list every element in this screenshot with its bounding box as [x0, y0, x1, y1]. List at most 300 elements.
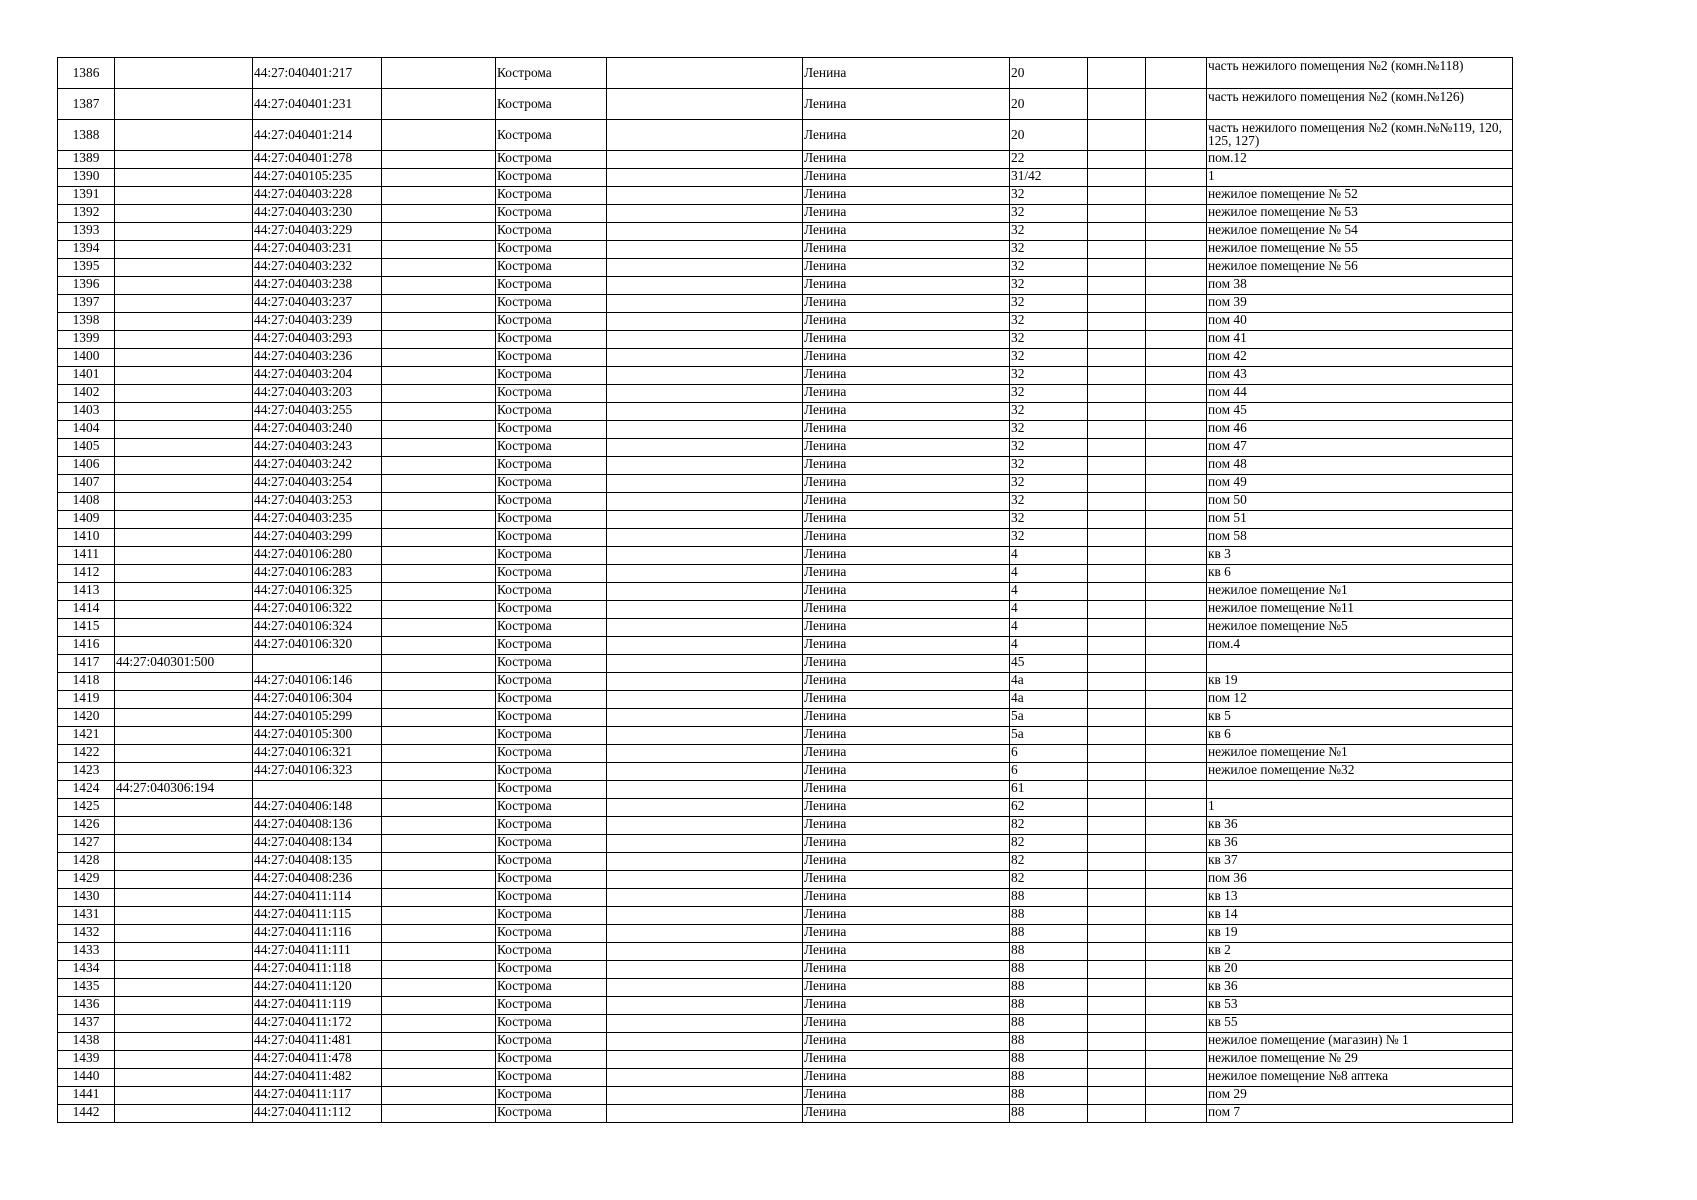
empty-cell [607, 169, 803, 187]
empty-cell [1088, 1105, 1146, 1123]
house-number: 88 [1010, 961, 1088, 979]
street-name: Ленина [803, 655, 1010, 673]
street-name: Ленина [803, 259, 1010, 277]
premises-description: нежилое помещение №8 аптека [1207, 1069, 1513, 1087]
empty-cell [1088, 403, 1146, 421]
land-cadastral-number [115, 223, 253, 241]
object-cadastral-number: 44:27:040401:214 [253, 120, 382, 151]
city-name: Кострома [496, 439, 607, 457]
premises-description: пом 38 [1207, 277, 1513, 295]
land-cadastral-number [115, 421, 253, 439]
row-number: 1424 [58, 781, 115, 799]
table-row [58, 835, 1513, 853]
premises-description: пом 29 [1207, 1087, 1513, 1105]
house-number: 32 [1010, 313, 1088, 331]
empty-cell [1146, 421, 1207, 439]
house-number: 4 [1010, 637, 1088, 655]
table-row [58, 601, 1513, 619]
object-cadastral-number: 44:27:040411:478 [253, 1051, 382, 1069]
land-cadastral-number [115, 871, 253, 889]
empty-cell [1088, 943, 1146, 961]
street-name: Ленина [803, 331, 1010, 349]
street-name: Ленина [803, 403, 1010, 421]
object-cadastral-number: 44:27:040411:111 [253, 943, 382, 961]
table-row [58, 1069, 1513, 1087]
empty-cell [607, 1051, 803, 1069]
table-row [58, 943, 1513, 961]
object-cadastral-number: 44:27:040403:228 [253, 187, 382, 205]
city-name: Кострома [496, 187, 607, 205]
land-cadastral-number [115, 1051, 253, 1069]
house-number: 4 [1010, 601, 1088, 619]
empty-cell [607, 1033, 803, 1051]
land-cadastral-number [115, 58, 253, 89]
row-number: 1427 [58, 835, 115, 853]
street-name: Ленина [803, 601, 1010, 619]
empty-cell [1088, 655, 1146, 673]
empty-cell [607, 835, 803, 853]
row-number: 1413 [58, 583, 115, 601]
empty-cell [607, 295, 803, 313]
table-row [58, 277, 1513, 295]
empty-cell [1088, 997, 1146, 1015]
row-number: 1429 [58, 871, 115, 889]
empty-cell [382, 979, 496, 997]
land-cadastral-number [115, 1069, 253, 1087]
street-name: Ленина [803, 1087, 1010, 1105]
city-name: Кострома [496, 1033, 607, 1051]
premises-description: пом 48 [1207, 457, 1513, 475]
land-cadastral-number [115, 907, 253, 925]
land-cadastral-number [115, 475, 253, 493]
object-cadastral-number: 44:27:040106:146 [253, 673, 382, 691]
city-name: Кострома [496, 691, 607, 709]
row-number: 1398 [58, 313, 115, 331]
empty-cell [382, 187, 496, 205]
row-number: 1403 [58, 403, 115, 421]
empty-cell [1146, 979, 1207, 997]
house-number: 4а [1010, 673, 1088, 691]
table-row [58, 745, 1513, 763]
empty-cell [1088, 1051, 1146, 1069]
street-name: Ленина [803, 1033, 1010, 1051]
empty-cell [607, 241, 803, 259]
empty-cell [1146, 637, 1207, 655]
empty-cell [382, 241, 496, 259]
house-number: 32 [1010, 349, 1088, 367]
city-name: Кострома [496, 745, 607, 763]
table-row [58, 871, 1513, 889]
land-cadastral-number [115, 673, 253, 691]
house-number: 88 [1010, 943, 1088, 961]
premises-description: пом 43 [1207, 367, 1513, 385]
street-name: Ленина [803, 1105, 1010, 1123]
empty-cell [607, 1069, 803, 1087]
table-row [58, 979, 1513, 997]
city-name: Кострома [496, 151, 607, 169]
empty-cell [1146, 619, 1207, 637]
object-cadastral-number: 44:27:040411:112 [253, 1105, 382, 1123]
empty-cell [1088, 547, 1146, 565]
street-name: Ленина [803, 781, 1010, 799]
land-cadastral-number [115, 89, 253, 120]
city-name: Кострома [496, 295, 607, 313]
street-name: Ленина [803, 439, 1010, 457]
empty-cell [607, 367, 803, 385]
city-name: Кострома [496, 120, 607, 151]
street-name: Ленина [803, 1069, 1010, 1087]
empty-cell [1146, 925, 1207, 943]
empty-cell [607, 673, 803, 691]
house-number: 31/42 [1010, 169, 1088, 187]
empty-cell [607, 439, 803, 457]
row-number: 1438 [58, 1033, 115, 1051]
land-cadastral-number [115, 529, 253, 547]
object-cadastral-number: 44:27:040411:119 [253, 997, 382, 1015]
object-cadastral-number: 44:27:040411:118 [253, 961, 382, 979]
premises-description: нежилое помещение (магазин) № 1 [1207, 1033, 1513, 1051]
empty-cell [607, 997, 803, 1015]
street-name: Ленина [803, 349, 1010, 367]
empty-cell [1146, 313, 1207, 331]
object-cadastral-number: 44:27:040403:240 [253, 421, 382, 439]
city-name: Кострома [496, 673, 607, 691]
empty-cell [1146, 511, 1207, 529]
empty-cell [1146, 205, 1207, 223]
empty-cell [1146, 529, 1207, 547]
empty-cell [382, 655, 496, 673]
table-row [58, 817, 1513, 835]
row-number: 1405 [58, 439, 115, 457]
house-number: 62 [1010, 799, 1088, 817]
object-cadastral-number: 44:27:040106:322 [253, 601, 382, 619]
city-name: Кострома [496, 763, 607, 781]
street-name: Ленина [803, 871, 1010, 889]
premises-description: пом 7 [1207, 1105, 1513, 1123]
row-number: 1416 [58, 637, 115, 655]
street-name: Ленина [803, 169, 1010, 187]
premises-description: пом 51 [1207, 511, 1513, 529]
street-name: Ленина [803, 673, 1010, 691]
premises-description: кв 55 [1207, 1015, 1513, 1033]
empty-cell [607, 565, 803, 583]
house-number: 61 [1010, 781, 1088, 799]
land-cadastral-number [115, 619, 253, 637]
table-row [58, 925, 1513, 943]
premises-description: нежилое помещение №1 [1207, 745, 1513, 763]
row-number: 1419 [58, 691, 115, 709]
premises-description: часть нежилого помещения №2 (комн.№№119, 120, 125, 127) [1207, 120, 1513, 151]
object-cadastral-number: 44:27:040411:482 [253, 1069, 382, 1087]
empty-cell [1146, 403, 1207, 421]
city-name: Кострома [496, 817, 607, 835]
empty-cell [382, 475, 496, 493]
city-name: Кострома [496, 727, 607, 745]
table-row [58, 223, 1513, 241]
table-row [58, 241, 1513, 259]
empty-cell [1146, 385, 1207, 403]
empty-cell [382, 889, 496, 907]
premises-description: кв 6 [1207, 727, 1513, 745]
empty-cell [1088, 241, 1146, 259]
empty-cell [1088, 367, 1146, 385]
premises-description: нежилое помещение № 29 [1207, 1051, 1513, 1069]
premises-description: пом 58 [1207, 529, 1513, 547]
object-cadastral-number: 44:27:040408:136 [253, 817, 382, 835]
house-number: 32 [1010, 529, 1088, 547]
empty-cell [1088, 979, 1146, 997]
empty-cell [607, 583, 803, 601]
empty-cell [607, 943, 803, 961]
empty-cell [607, 817, 803, 835]
empty-cell [382, 943, 496, 961]
empty-cell [382, 259, 496, 277]
empty-cell [1088, 583, 1146, 601]
object-cadastral-number: 44:27:040403:203 [253, 385, 382, 403]
object-cadastral-number: 44:27:040408:135 [253, 853, 382, 871]
row-number: 1414 [58, 601, 115, 619]
empty-cell [382, 120, 496, 151]
table-row [58, 565, 1513, 583]
row-number: 1432 [58, 925, 115, 943]
land-cadastral-number [115, 385, 253, 403]
empty-cell [1146, 493, 1207, 511]
land-cadastral-number [115, 1105, 253, 1123]
empty-cell [607, 691, 803, 709]
row-number: 1420 [58, 709, 115, 727]
table-row [58, 529, 1513, 547]
empty-cell [607, 619, 803, 637]
street-name: Ленина [803, 421, 1010, 439]
row-number: 1441 [58, 1087, 115, 1105]
table-row [58, 120, 1513, 151]
table-row [58, 349, 1513, 367]
empty-cell [1088, 151, 1146, 169]
premises-description: нежилое помещение №32 [1207, 763, 1513, 781]
empty-cell [382, 223, 496, 241]
empty-cell [382, 277, 496, 295]
empty-cell [607, 223, 803, 241]
empty-cell [1088, 58, 1146, 89]
land-cadastral-number [115, 313, 253, 331]
land-cadastral-number [115, 745, 253, 763]
empty-cell [1088, 673, 1146, 691]
premises-description: кв 2 [1207, 943, 1513, 961]
empty-cell [1088, 205, 1146, 223]
object-cadastral-number: 44:27:040106:325 [253, 583, 382, 601]
city-name: Кострома [496, 277, 607, 295]
empty-cell [382, 925, 496, 943]
house-number: 32 [1010, 205, 1088, 223]
street-name: Ленина [803, 799, 1010, 817]
empty-cell [382, 961, 496, 979]
empty-cell [607, 120, 803, 151]
empty-cell [1088, 925, 1146, 943]
premises-description: пом 44 [1207, 385, 1513, 403]
street-name: Ленина [803, 763, 1010, 781]
street-name: Ленина [803, 565, 1010, 583]
table-row [58, 997, 1513, 1015]
empty-cell [1146, 223, 1207, 241]
row-number: 1391 [58, 187, 115, 205]
city-name: Кострома [496, 943, 607, 961]
city-name: Кострома [496, 637, 607, 655]
city-name: Кострома [496, 223, 607, 241]
empty-cell [382, 781, 496, 799]
empty-cell [382, 673, 496, 691]
object-cadastral-number: 44:27:040411:117 [253, 1087, 382, 1105]
object-cadastral-number: 44:27:040403:204 [253, 367, 382, 385]
row-number: 1417 [58, 655, 115, 673]
empty-cell [1146, 1033, 1207, 1051]
table-row [58, 169, 1513, 187]
empty-cell [382, 367, 496, 385]
row-number: 1386 [58, 58, 115, 89]
house-number: 5а [1010, 709, 1088, 727]
row-number: 1387 [58, 89, 115, 120]
city-name: Кострома [496, 601, 607, 619]
land-cadastral-number [115, 817, 253, 835]
city-name: Кострома [496, 58, 607, 89]
empty-cell [382, 313, 496, 331]
city-name: Кострома [496, 259, 607, 277]
empty-cell [607, 475, 803, 493]
row-number: 1395 [58, 259, 115, 277]
street-name: Ленина [803, 709, 1010, 727]
land-cadastral-number [115, 961, 253, 979]
table-row [58, 367, 1513, 385]
empty-cell [607, 709, 803, 727]
table-row [58, 421, 1513, 439]
land-cadastral-number [115, 601, 253, 619]
empty-cell [1146, 1051, 1207, 1069]
empty-cell [382, 385, 496, 403]
land-cadastral-number [115, 169, 253, 187]
empty-cell [382, 1051, 496, 1069]
empty-cell [607, 529, 803, 547]
object-cadastral-number: 44:27:040105:300 [253, 727, 382, 745]
object-cadastral-number: 44:27:040411:172 [253, 1015, 382, 1033]
street-name: Ленина [803, 691, 1010, 709]
street-name: Ленина [803, 1051, 1010, 1069]
empty-cell [1088, 89, 1146, 120]
premises-description: пом 47 [1207, 439, 1513, 457]
city-name: Кострома [496, 1015, 607, 1033]
house-number: 4 [1010, 547, 1088, 565]
house-number: 45 [1010, 655, 1088, 673]
premises-description: нежилое помещение №11 [1207, 601, 1513, 619]
empty-cell [382, 169, 496, 187]
city-name: Кострома [496, 349, 607, 367]
empty-cell [382, 1087, 496, 1105]
empty-cell [1088, 763, 1146, 781]
premises-description: пом 45 [1207, 403, 1513, 421]
table-row [58, 727, 1513, 745]
table-row [58, 58, 1513, 89]
row-number: 1397 [58, 295, 115, 313]
city-name: Кострома [496, 619, 607, 637]
city-name: Кострома [496, 835, 607, 853]
house-number: 88 [1010, 979, 1088, 997]
empty-cell [1146, 763, 1207, 781]
row-number: 1442 [58, 1105, 115, 1123]
empty-cell [607, 205, 803, 223]
house-number: 32 [1010, 439, 1088, 457]
row-number: 1434 [58, 961, 115, 979]
empty-cell [1146, 277, 1207, 295]
empty-cell [382, 763, 496, 781]
empty-cell [607, 457, 803, 475]
land-cadastral-number [115, 241, 253, 259]
premises-description: пом 12 [1207, 691, 1513, 709]
empty-cell [1088, 637, 1146, 655]
premises-description: пом 46 [1207, 421, 1513, 439]
row-number: 1394 [58, 241, 115, 259]
empty-cell [1088, 331, 1146, 349]
street-name: Ленина [803, 727, 1010, 745]
object-cadastral-number: 44:27:040403:238 [253, 277, 382, 295]
row-number: 1404 [58, 421, 115, 439]
table-row [58, 907, 1513, 925]
street-name: Ленина [803, 925, 1010, 943]
land-cadastral-number [115, 925, 253, 943]
empty-cell [1146, 151, 1207, 169]
house-number: 4 [1010, 583, 1088, 601]
empty-cell [1146, 187, 1207, 205]
street-name: Ленина [803, 295, 1010, 313]
empty-cell [382, 997, 496, 1015]
empty-cell [607, 655, 803, 673]
empty-cell [382, 691, 496, 709]
empty-cell [1088, 619, 1146, 637]
table-row [58, 151, 1513, 169]
object-cadastral-number: 44:27:040403:253 [253, 493, 382, 511]
empty-cell [1146, 349, 1207, 367]
table-row [58, 1015, 1513, 1033]
empty-cell [607, 745, 803, 763]
house-number: 32 [1010, 223, 1088, 241]
land-cadastral-number [115, 259, 253, 277]
empty-cell [607, 331, 803, 349]
house-number: 4 [1010, 565, 1088, 583]
city-name: Кострома [496, 853, 607, 871]
row-number: 1411 [58, 547, 115, 565]
empty-cell [382, 205, 496, 223]
empty-cell [1146, 853, 1207, 871]
street-name: Ленина [803, 151, 1010, 169]
street-name: Ленина [803, 637, 1010, 655]
empty-cell [1146, 241, 1207, 259]
empty-cell [607, 349, 803, 367]
city-name: Кострома [496, 907, 607, 925]
city-name: Кострома [496, 799, 607, 817]
empty-cell [1088, 439, 1146, 457]
city-name: Кострома [496, 475, 607, 493]
empty-cell [382, 709, 496, 727]
street-name: Ленина [803, 817, 1010, 835]
house-number: 88 [1010, 1015, 1088, 1033]
house-number: 32 [1010, 241, 1088, 259]
empty-cell [1146, 259, 1207, 277]
empty-cell [1146, 655, 1207, 673]
empty-cell [1088, 745, 1146, 763]
house-number: 32 [1010, 475, 1088, 493]
land-cadastral-number [115, 151, 253, 169]
object-cadastral-number: 44:27:040403:231 [253, 241, 382, 259]
empty-cell [607, 601, 803, 619]
premises-description: часть нежилого помещения №2 (комн.№126) [1207, 89, 1513, 120]
premises-description: пом 49 [1207, 475, 1513, 493]
